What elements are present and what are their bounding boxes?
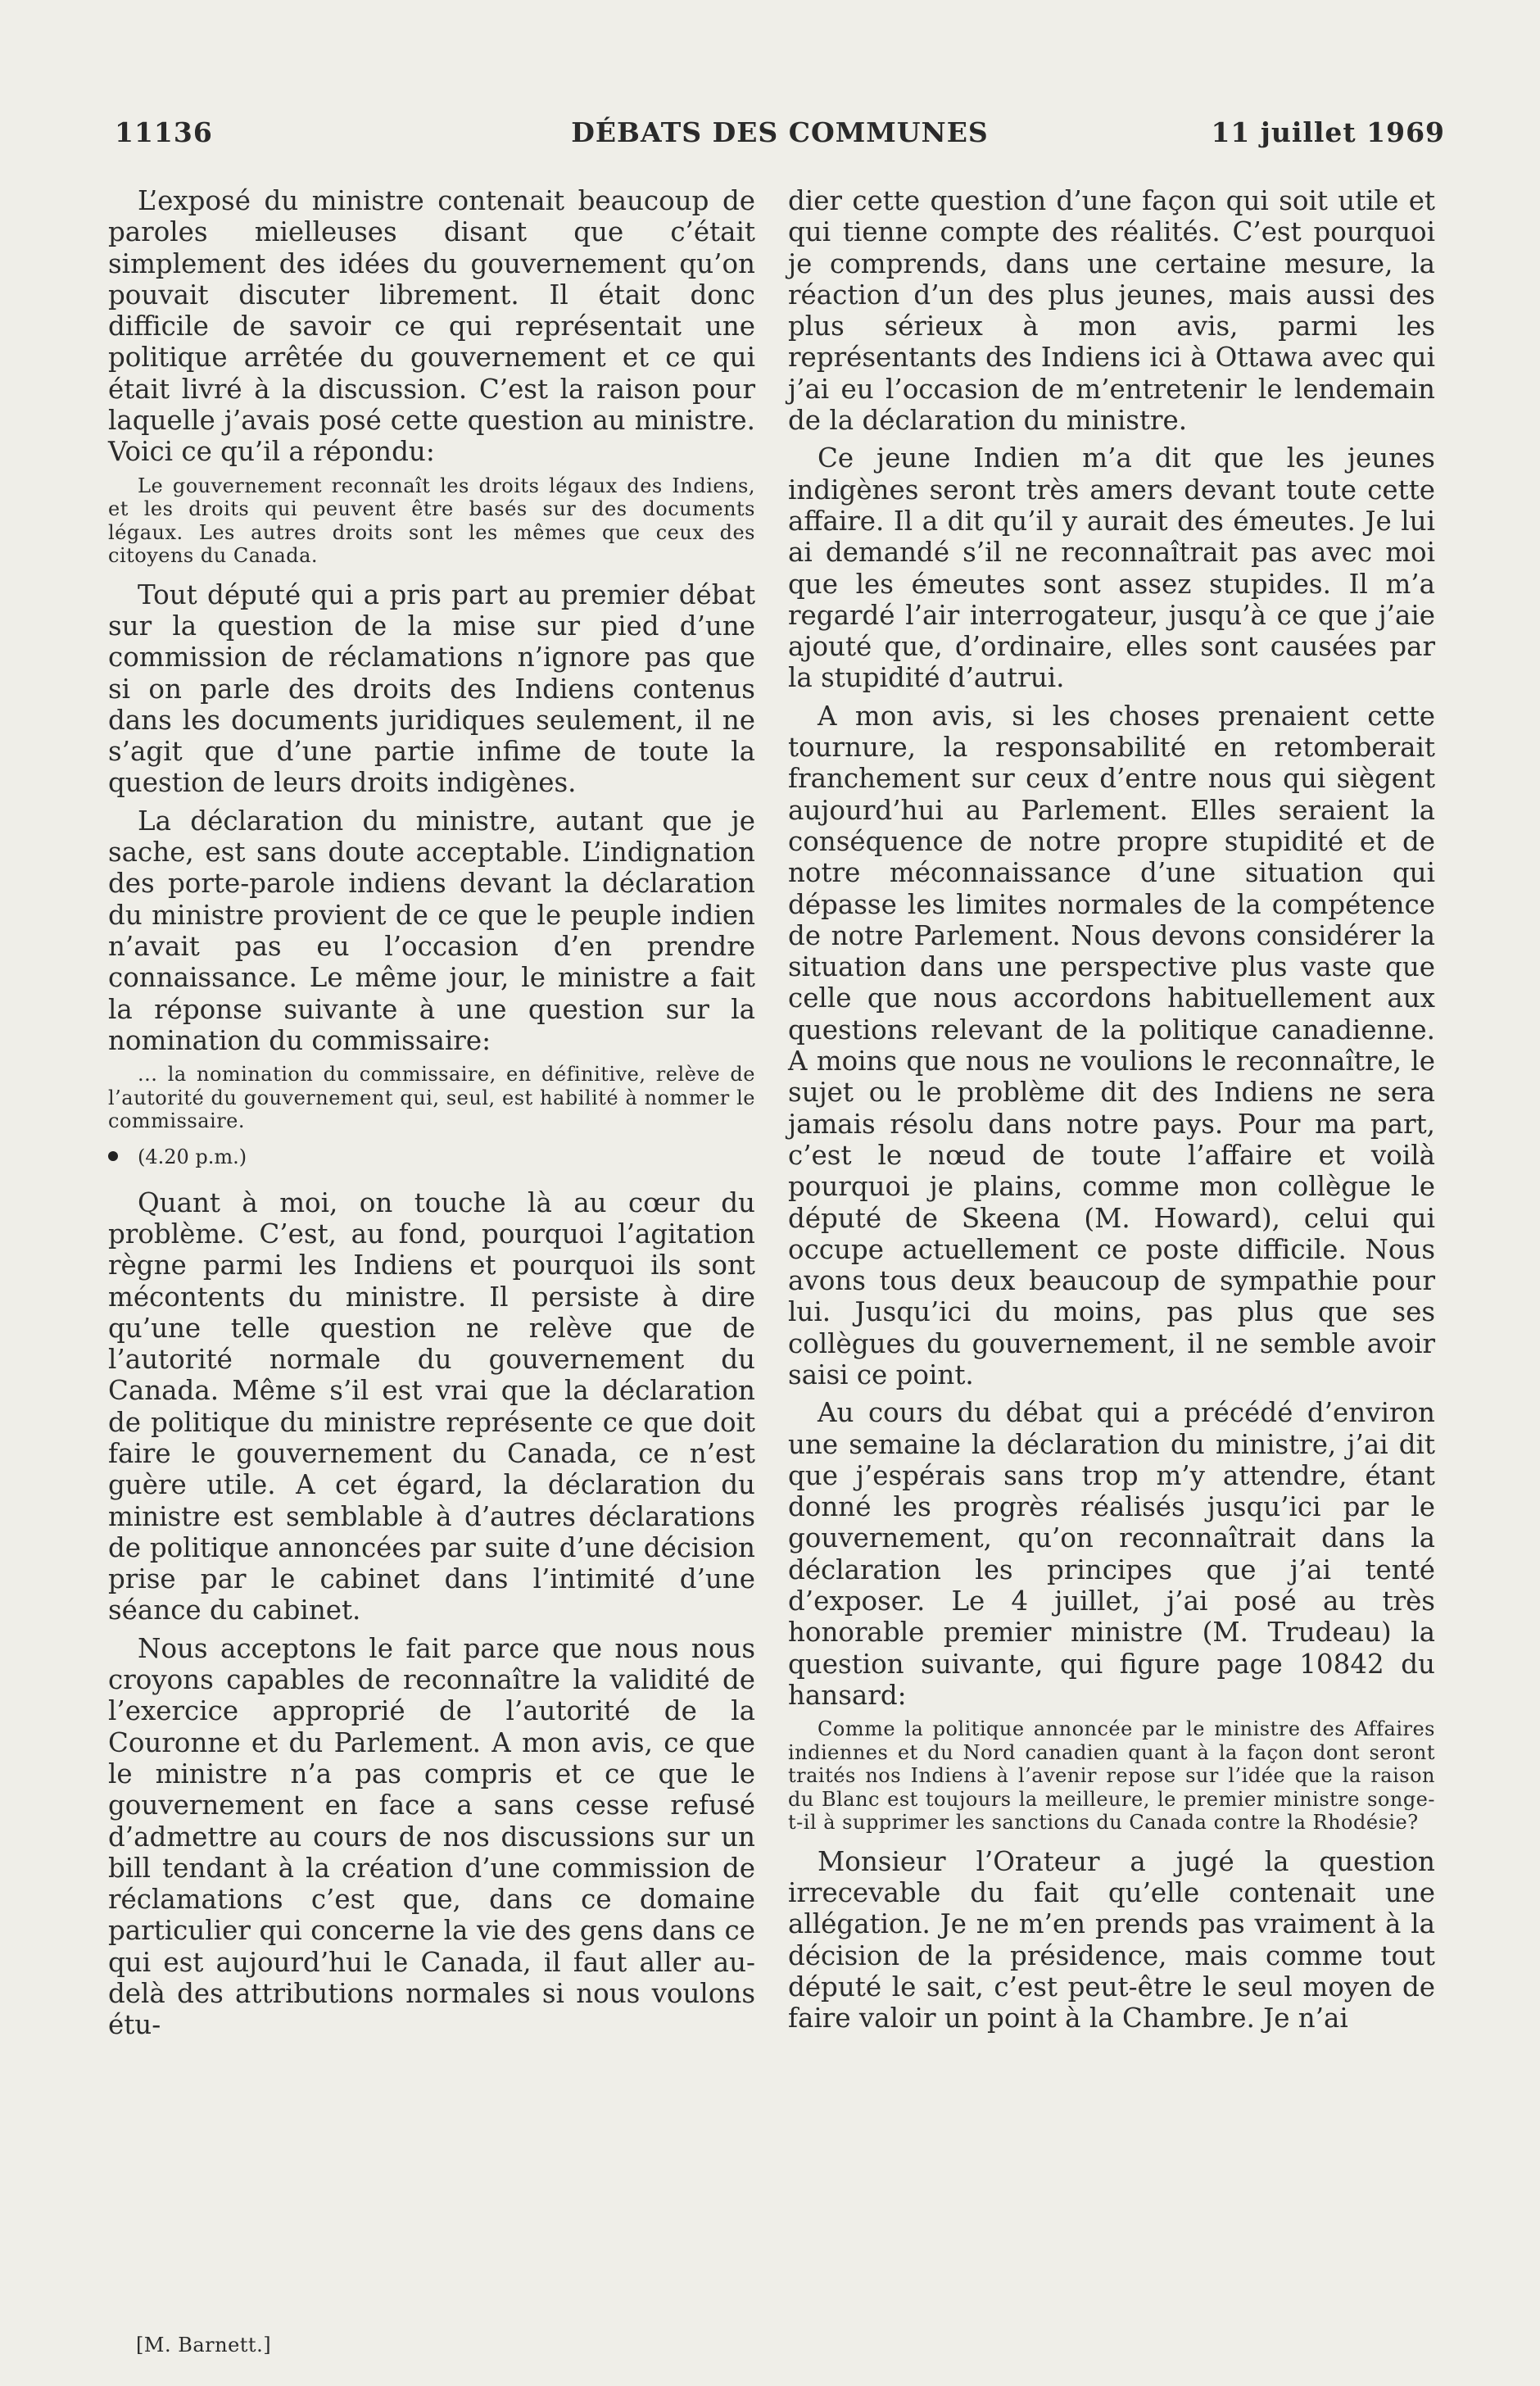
paragraph: L’exposé du ministre contenait beaucoup de paroles mielleuses disant que c’était simplement des idées du gouvernement qu’on pouvait discuter librement. Il était donc difficile de savoir ce qui représentait une politique arrêtée du gouvernement et ce qui était livré à la discussion. C’est la raison pour laquelle j’avais posé cette question au ministre. Voici ce qu’il a répondu:	[108, 185, 755, 468]
page-number: 11136	[115, 116, 213, 148]
page-date: 11 juillet 1969	[1211, 116, 1445, 148]
paragraph: dier cette question d’une façon qui soit utile et qui tienne compte des réalités. C’est pourquoi je comprends, dans une certaine mesure, la réaction d’un des plus jeunes, mais aussi des plus sérieux à mon avis, parmi les représentants des Indiens ici à Ottawa avec qui j’ai eu l’occasion de m’entretenir le lendemain de la déclaration du ministre.	[788, 185, 1435, 437]
bullet-icon	[108, 1151, 118, 1161]
paragraph: Monsieur l’Orateur a jugé la question irrecevable du fait qu’elle contenait une allégation. Je ne m’en prends pas vraiment à la décision de la présidence, mais comme tout député le sait, c’est peut-être le seul moyen de faire valoir un point à la Chambre. Je n’ai	[788, 1845, 1435, 2034]
paragraph: Nous acceptons le fait parce que nous nous croyons capables de reconnaître la validité de l’exercice approprié de l’autorité de la Couronne et du Parlement. A mon avis, ce que le ministre n’a pas compris et ce que le gouvernement en face a sans cesse refusé d’admettre au cours de nos discussions sur un bill tendant à la création d’une commission de réclamations c’est que, dans ce domaine particulier qui concerne la vie des gens dans ce qui est aujourd’hui le Canada, il faut aller au-delà des attributions normales si nous voulons étu-	[108, 1632, 755, 2041]
quotation: Le gouvernement reconnaît les droits légaux des Indiens, et les droits qui peuvent être basés sur des documents légaux. Les autres droits sont les mêmes que ceux des citoyens du Canada.	[108, 474, 755, 568]
right-column	[788, 185, 1435, 2041]
paragraph: Ce jeune Indien m’a dit que les jeunes indigènes seront très amers devant toute cette affaire. Il a dit qu’il y aurait des émeutes. Je lui ai demandé s’il ne reconnaîtrait pas avec moi que les émeutes sont assez stupides. Il m’a regardé l’air interrogateur, jusqu’à ce que j’aie ajouté que, d’ordinaire, elles sont causées par la stupidité d’autrui.	[788, 442, 1435, 694]
paragraph: Tout député qui a pris part au premier débat sur la question de la mise sur pied d’une commission de réclamations n’ignore pas que si on parle des droits des Indiens contenus dans les documents juridiques seulement, il ne s’agit que d’une partie infime de toute la question de leurs droits indigènes.	[108, 578, 755, 799]
quotation: Comme la politique annoncée par le ministre des Affaires indiennes et du Nord canadien quant à la façon dont seront traités nos Indiens à l’avenir repose sur l’idée que la raison du Blanc est toujours la meilleure, le premier ministre songe-t-il à supprimer les sanctions du Canada contre la Rhodésie?	[788, 1717, 1435, 1835]
paragraph: Quant à moi, on touche là au cœur du problème. C’est, au fond, pourquoi l’agitation règne parmi les Indiens et pourquoi ils sont mécontents du ministre. Il persiste à dire qu’une telle question ne relève que de l’autorité normale du gouvernement du Canada. Même s’il est vrai que la déclaration de politique du ministre représente ce que doit faire le gouvernement du Canada, ce n’est guère utile. A cet égard, la déclaration du ministre est semblable à d’autres déclarations de politique annoncées par suite d’une décision prise par le cabinet dans l’intimité d’une séance du cabinet.	[108, 1186, 755, 1626]
time-stamp	[108, 1145, 755, 1169]
page-header	[115, 116, 1445, 162]
left-column	[108, 185, 755, 2048]
time-stamp-text: (4.20 p.m.)	[138, 1145, 247, 1168]
paragraph: Au cours du débat qui a précédé d’environ une semaine la déclaration du ministre, j’ai dit que j’espérais sans trop m’y attendre, étant donné les progrès réalisés jusqu’ici par le gouvernement, qu’on reconnaîtrait dans la déclaration les principes que j’ai tenté d’exposer. Le 4 juillet, j’ai posé au très honorable premier ministre (M. Trudeau) la question suivante, qui figure page 10842 du hansard:	[788, 1397, 1435, 1711]
quotation: ... la nomination du commissaire, en définitive, relève de l’autorité du gouvernement qui, seul, est habilité à nommer le commissaire.	[108, 1063, 755, 1133]
paragraph: A mon avis, si les choses prenaient cette tournure, la responsabilité en retomberait franchement sur ceux d’entre nous qui siègent aujourd’hui au Parlement. Elles seraient la conséquence de notre propre stupidité et de notre méconnaissance d’une situation qui dépasse les limites normales de la compétence de notre Parlement. Nous devons considérer la situation dans une perspective plus vaste que celle que nous accordons habituellement aux questions relevant de la politique canadienne. A moins que nous ne voulions le reconnaître, le sujet ou le problème dit des Indiens ne sera jamais résolu dans notre pays. Pour ma part, c’est le nœud de toute l’affaire et voilà pourquoi je plains, comme mon collègue le député de Skeena (M. Howard), celui qui occupe actuellement ce poste difficile. Nous avons tous deux beaucoup de sympathie pour lui. Jusqu’ici du moins, pas plus que ses collègues du gouvernement, il ne semble avoir saisi ce point.	[788, 700, 1435, 1390]
publication-title: DÉBATS DES COMMUNES	[571, 116, 989, 148]
speaker-attribution: [M. Barnett.]	[136, 2334, 272, 2357]
paragraph: La déclaration du ministre, autant que je sache, est sans doute acceptable. L’indignation des porte-parole indiens devant la déclaration du ministre provient de ce que le peuple indien n’avait pas eu l’occasion d’en prendre connaissance. Le même jour, le ministre a fait la réponse suivante à une question sur la nomination du commissaire:	[108, 805, 755, 1056]
